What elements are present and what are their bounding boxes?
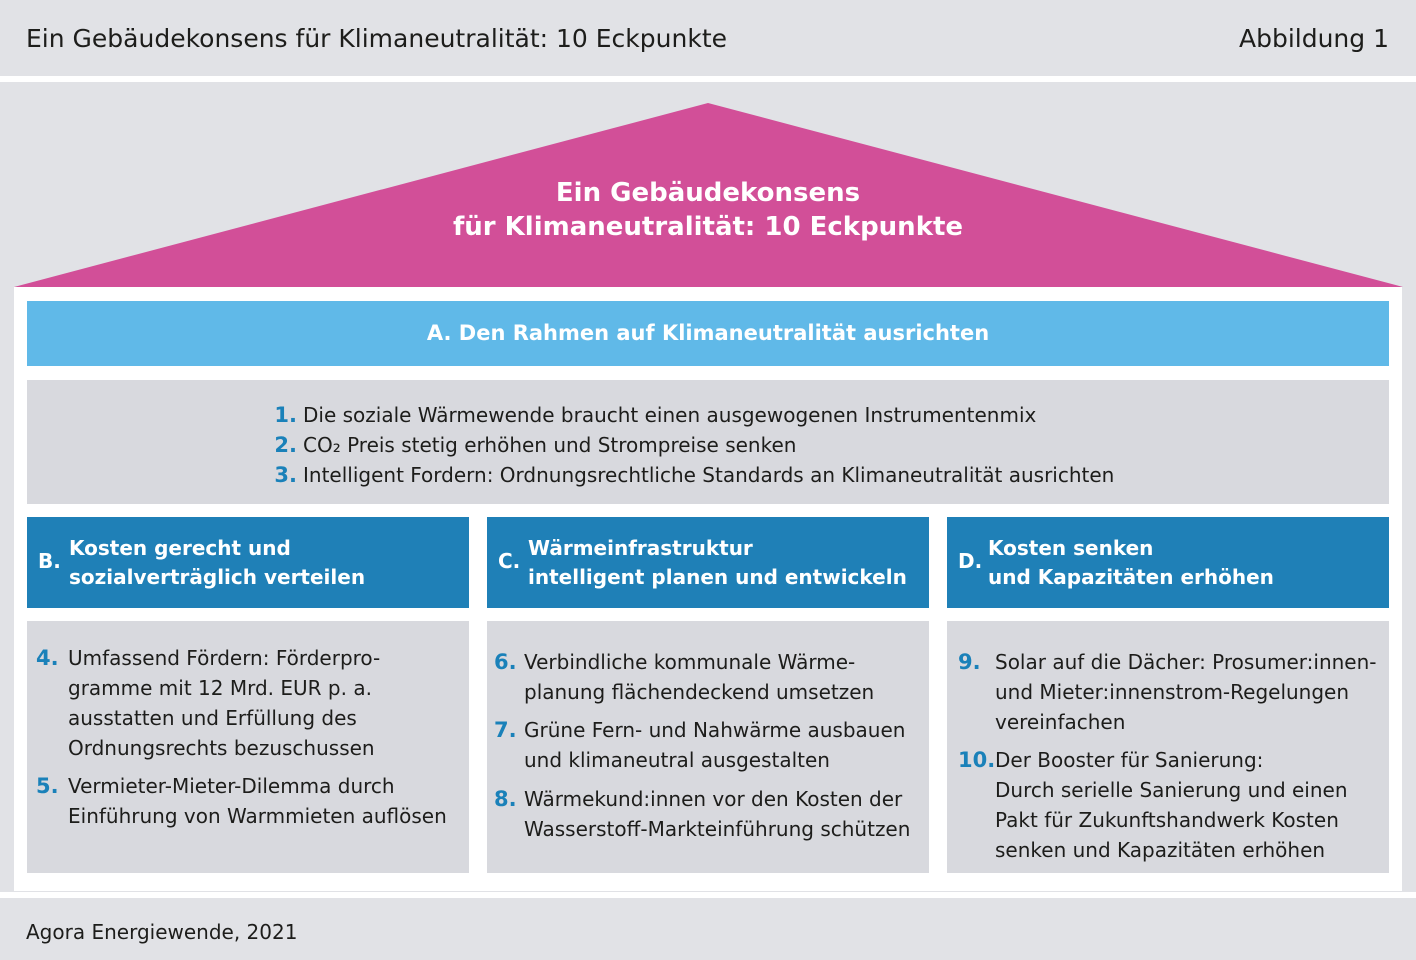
section-b-title-line2: sozialverträglich verteilen (69, 565, 366, 589)
item-text-line: Der Booster für Sanierung: (995, 748, 1264, 772)
item-text-line: gramme mit 12 Mrd. EUR p. a. (68, 676, 372, 700)
item-number: 8. (494, 787, 517, 811)
item-text-line: Wasserstoff-Markteinführung schützen (524, 817, 911, 841)
house-roof (0, 0, 1416, 300)
section-b-title-line1: Kosten gerecht und (69, 536, 291, 560)
list-item (494, 784, 911, 844)
list-item (494, 647, 875, 707)
item-text-line: ausstatten und Erfüllung des (68, 706, 357, 730)
item-text: Intelligent Fordern: Ordnungsrechtliche Standards an Klimaneutralität ausrichten (303, 463, 1115, 487)
list-item (36, 771, 447, 831)
section-c-letter: C. (498, 549, 521, 573)
item-number: 6. (494, 650, 517, 674)
figure-title: Ein Gebäudekonsens für Klimaneutralität: 10 Eckpunkte (26, 24, 728, 53)
list-item (958, 745, 1348, 865)
list-item (958, 647, 1377, 737)
section-d-title-line1: Kosten senken (988, 536, 1154, 560)
item-text: Die soziale Wärmewende braucht einen ausgewogenen Instrumentenmix (303, 403, 1037, 427)
roof-title-line2: für Klimaneutralität: 10 Eckpunkte (452, 212, 964, 242)
list-item (36, 643, 381, 763)
item-text-line: planung flächendeckend umsetzen (524, 680, 875, 704)
roof-title-line1: Ein Gebäudekonsens (555, 178, 861, 208)
item-text-line: und Mieter:innenstrom-Regelungen (995, 680, 1350, 704)
section-a-bar: A. Den Rahmen auf Klimaneutralität ausrichten (27, 301, 1389, 366)
section-c-panel (487, 621, 929, 873)
section-b-letter: B. (38, 549, 61, 573)
item-number: 4. (36, 646, 59, 670)
list-item (274, 460, 1115, 490)
item-text-line: Einführung von Warmmieten auflösen (68, 804, 447, 828)
item-text-line: Solar auf die Dächer: Prosumer:innen- (995, 650, 1377, 674)
list-item (274, 400, 1037, 430)
item-text-line: und klimaneutral ausgestalten (524, 748, 830, 772)
item-number: 3. (274, 463, 297, 487)
item-text-line: senken und Kapazitäten erhöhen (995, 838, 1326, 862)
figure-label: Abbildung 1 (1238, 24, 1389, 53)
section-d-header (947, 517, 1389, 608)
item-text-line: Verbindliche kommunale Wärme- (524, 650, 856, 674)
item-text: CO₂ Preis stetig erhöhen und Strompreise senken (303, 433, 797, 457)
item-number: 10. (958, 748, 996, 772)
item-number: 5. (36, 774, 59, 798)
item-number: 2. (274, 433, 297, 457)
source-note: Agora Energiewende, 2021 (26, 920, 298, 944)
item-text-line: Grüne Fern- und Nahwärme ausbauen (524, 718, 906, 742)
item-number: 1. (274, 403, 297, 427)
section-d-title-line2: und Kapazitäten erhöhen (988, 565, 1274, 589)
item-text-line: Vermieter-Mieter-Dilemma durch (68, 774, 395, 798)
item-text-line: vereinfachen (995, 710, 1126, 734)
item-text-line: Pakt für Zukunftshandwerk Kosten (995, 808, 1339, 832)
section-b-panel (27, 621, 469, 873)
list-item (494, 715, 906, 775)
section-d-letter: D. (958, 549, 983, 573)
item-text-line: Durch serielle Sanierung und einen (995, 778, 1348, 802)
roof-title (300, 176, 1116, 244)
section-c-title-line1: Wärmeinfrastruktur (528, 536, 753, 560)
item-text-line: Wärmekund:innen vor den Kosten der (524, 787, 903, 811)
section-c-title-line2: intelligent planen und entwickeln (528, 565, 907, 589)
item-text-line: Umfassend Fördern: Förderpro- (68, 646, 381, 670)
section-a-panel (27, 380, 1389, 504)
item-number: 7. (494, 718, 517, 742)
item-number: 9. (958, 650, 981, 674)
item-text-line: Ordnungsrechts bezuschussen (68, 736, 375, 760)
section-b-header (27, 517, 469, 608)
section-d-panel (947, 621, 1389, 873)
list-item (274, 430, 797, 460)
section-c-header (487, 517, 929, 608)
